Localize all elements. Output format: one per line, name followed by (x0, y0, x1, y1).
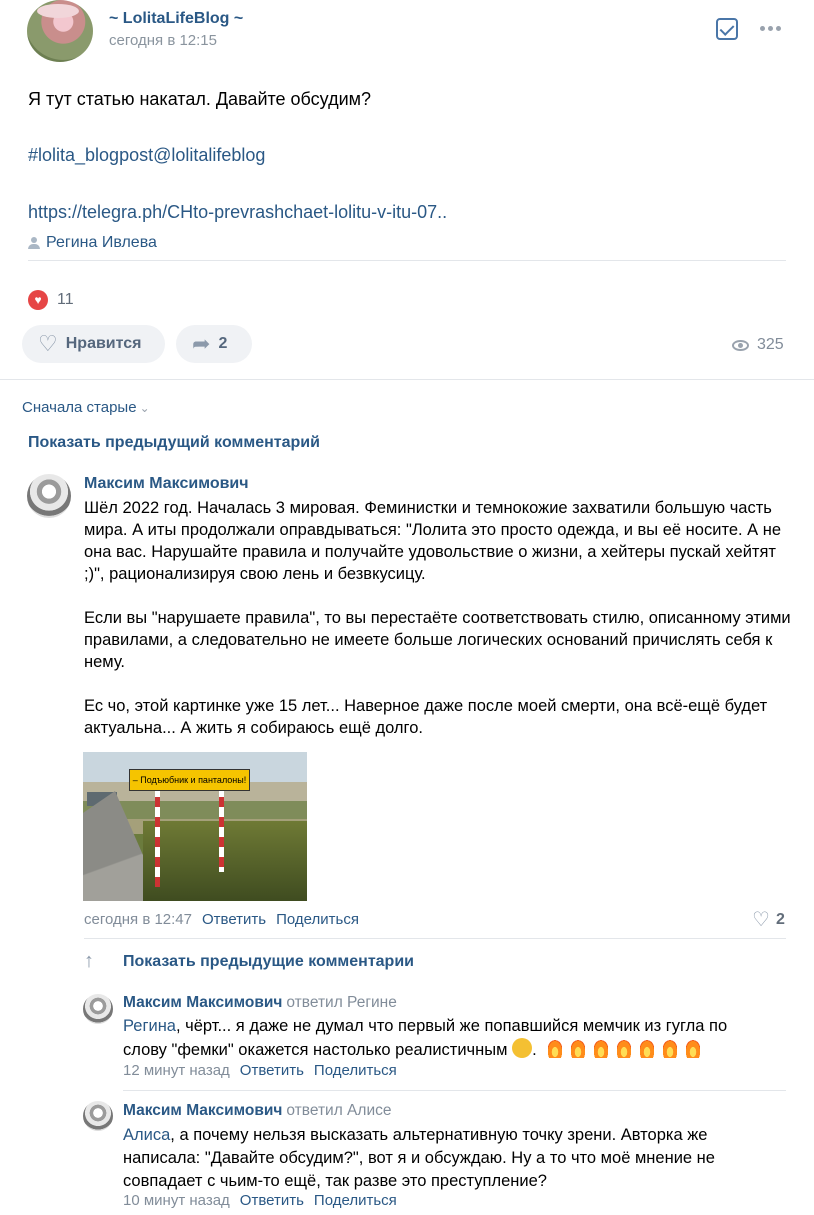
reactions-summary[interactable] (28, 290, 74, 310)
avatar[interactable] (83, 1101, 113, 1131)
smile-emoji-icon (512, 1038, 532, 1058)
comment-likes-count: 2 (775, 911, 785, 928)
comment-like-button[interactable] (752, 910, 785, 930)
shares-count: 2 (218, 335, 228, 352)
divider (28, 260, 786, 261)
comment-paragraph: Ес чо, этой картинке уже 15 лет... Наверное даже после моей смерти, она всё-ещё будет актуальна... А жить я собираюсь ещё долго. (84, 697, 768, 737)
fire-emoji-icon (546, 1038, 564, 1058)
reply-body: , а почему нельзя высказать альтернативную точку зрени. Авторка же написала: "Давайте обсудим?", вот я и обсуждаю. Ну а то что моё мнение не совпадает с чьим-то ещё, так разве это преступление? (123, 1126, 715, 1190)
sort-dropdown[interactable] (22, 399, 150, 416)
sort-label: Сначала старые (22, 399, 137, 416)
likes-count: 11 (57, 291, 74, 308)
reply-author[interactable]: Максим Максимович (123, 994, 283, 1011)
reply-mention[interactable]: Регина (123, 1017, 176, 1035)
reply-header (123, 1102, 391, 1120)
reply-mention[interactable]: Алиса (123, 1126, 171, 1144)
avatar[interactable] (83, 994, 113, 1024)
signer-name[interactable]: Регина Ивлева (46, 234, 157, 251)
comment-text (84, 497, 796, 761)
replied-to[interactable]: ответил Алисе (286, 1102, 392, 1119)
reply-button[interactable]: Ответить (202, 911, 267, 928)
comment-paragraph: Шёл 2022 год. Началась 3 мировая. Феминистки и темнокожие захватили большую часть мира. А иты продолжали оправдываться: "Лолита это просто одежда, и вы её носите. А не она вас. Нарушайте правила и получайте удовольствие о жизни, а хейтеры пускай хейтят ;)", рационализируя свою лень и безвкусицу. (84, 499, 782, 583)
views-count: 325 (757, 336, 784, 353)
divider (0, 379, 814, 380)
divider (84, 938, 786, 939)
fire-emoji-icon (661, 1038, 679, 1058)
reply-button[interactable]: Ответить (239, 1062, 304, 1079)
comment-author[interactable]: Максим Максимович (84, 475, 249, 492)
post-link[interactable]: https://telegra.ph/CHto-prevrashchaet-lolitu-v-itu-07.. (28, 202, 448, 222)
views-counter (732, 336, 784, 354)
heart-outline-icon: ♡ (38, 331, 58, 356)
reply-meta (123, 1062, 397, 1079)
arrow-up-icon[interactable]: ↑ (84, 950, 94, 972)
comment-meta (84, 911, 359, 928)
heart-icon: ♥ (28, 290, 48, 310)
checkbox-icon[interactable] (716, 18, 738, 40)
heart-outline-icon: ♡ (752, 909, 770, 931)
share-comment-button[interactable]: Поделиться (313, 1062, 397, 1079)
post-author-avatar[interactable] (27, 0, 93, 62)
fire-emoji-icon (684, 1038, 702, 1058)
fire-emoji-icon (638, 1038, 656, 1058)
chevron-down-icon: ⌄ (139, 401, 150, 415)
reply-button[interactable]: Ответить (239, 1192, 304, 1209)
like-label: Нравится (65, 335, 142, 352)
share-comment-button[interactable]: Поделиться (276, 911, 359, 928)
avatar[interactable] (27, 474, 71, 518)
eye-icon (732, 340, 749, 351)
share-icon: ➦ (192, 331, 211, 356)
fire-emoji-icon (615, 1038, 633, 1058)
comment-time[interactable]: сегодня в 12:47 (84, 911, 192, 928)
post-text: Я тут статью накатал. Давайте обсудим? (28, 89, 372, 109)
comment-paragraph: Если вы "нарушаете правила", то вы перестаёте соответствовать стилю, описанному этими правилами, а следовательно не имеете больше логических оснований причислять себя к нему. (84, 609, 791, 671)
post-signer[interactable] (28, 234, 157, 252)
fire-emoji-icon (569, 1038, 587, 1058)
reply-text: Регина, чёрт... я даже не думал что первый же попавшийся мемчик из гугла по слову "фемки" окажется настолько реалистичным . (123, 1017, 728, 1059)
comment-image[interactable] (83, 752, 307, 901)
post-hashtag[interactable]: #lolita_blogpost@lolitalifeblog (28, 145, 266, 165)
replied-to[interactable]: ответил Регине (286, 994, 397, 1011)
person-icon (28, 237, 40, 249)
reply-body: , чёрт... я даже не думал что первый же попавшийся мемчик из гугла по слову "фемки" окажется настолько реалистичным (123, 1017, 728, 1059)
post-author-name[interactable]: ~ LolitaLifeBlog ~ (109, 10, 244, 27)
share-button[interactable] (176, 325, 252, 363)
reply-author[interactable]: Максим Максимович (123, 1102, 283, 1119)
image-sign-text: – Подъюбник и панталоны! (129, 769, 250, 791)
reply-meta (123, 1192, 397, 1209)
show-previous-replies-link[interactable]: Показать предыдущие комментарии (123, 953, 414, 970)
reply-text (123, 1124, 773, 1193)
post-time[interactable]: сегодня в 12:15 (109, 32, 217, 49)
reply-header (123, 994, 397, 1012)
fire-emoji-icon (592, 1038, 610, 1058)
share-comment-button[interactable]: Поделиться (313, 1192, 397, 1209)
more-options-icon[interactable] (760, 20, 784, 36)
divider (123, 1090, 786, 1091)
reply-time[interactable]: 10 минут назад (123, 1192, 230, 1209)
reply-time[interactable]: 12 минут назад (123, 1062, 230, 1079)
show-previous-comment-link[interactable]: Показать предыдущий комментарий (28, 434, 320, 451)
like-button[interactable] (22, 325, 165, 363)
